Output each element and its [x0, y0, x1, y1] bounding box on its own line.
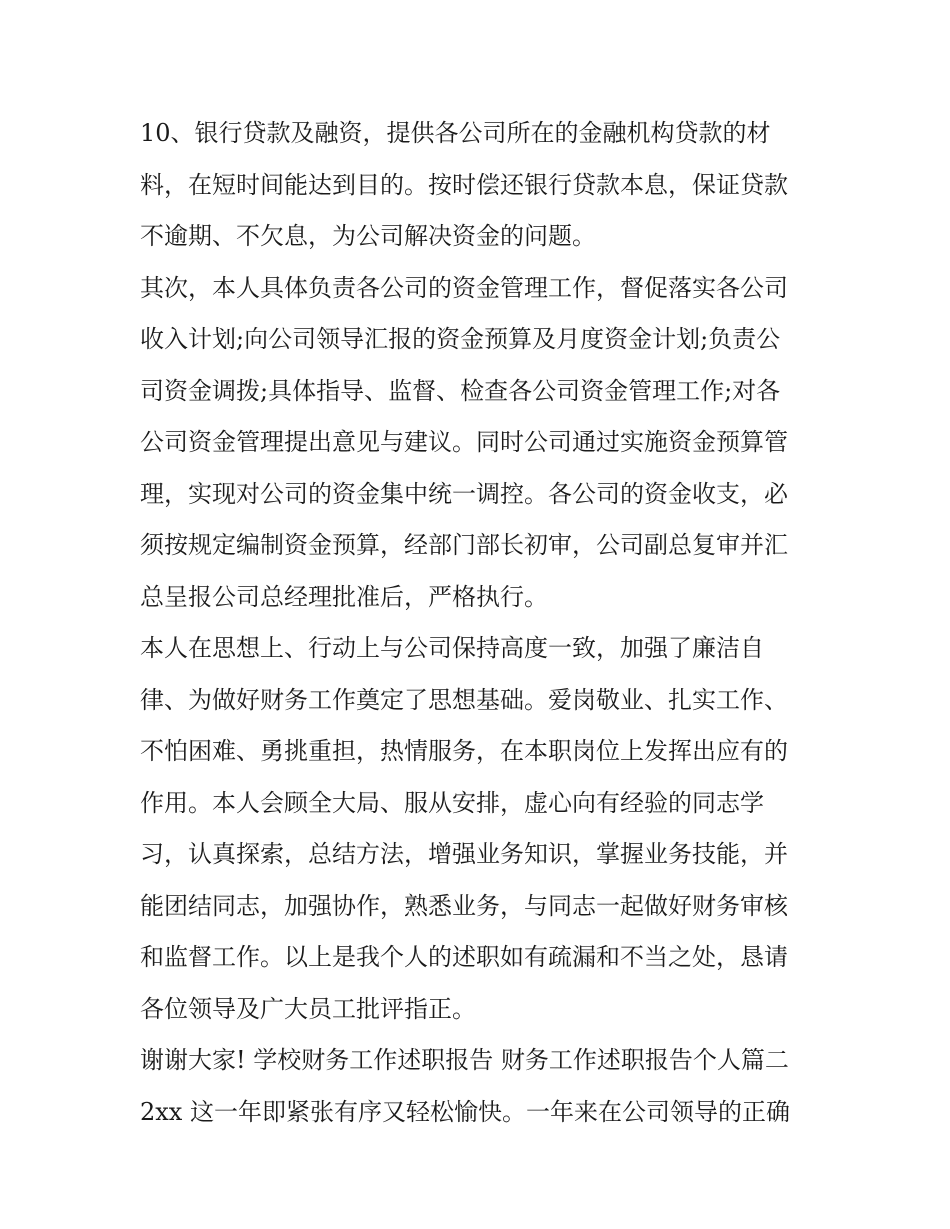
- text-line: 2xx 这一年即紧张有序又轻松愉快。一年来在公司领导的正确: [140, 1097, 790, 1126]
- text-line: 本人在思想上、行动上与公司保持高度一致，加强了廉洁自: [140, 634, 764, 662]
- text-line: 谢谢大家! 学校财务工作述职报告 财务工作述职报告个人篇二: [140, 1046, 789, 1074]
- text-line: 司资金调拨;具体指导、监督、检查各公司资金管理工作;对各: [140, 376, 781, 405]
- text-line: 收入计划;向公司领导汇报的资金预算及月度资金计划;负责公: [140, 325, 781, 353]
- text-line: 和监督工作。以上是我个人的述职如有疏漏和不当之处，恳请: [140, 943, 788, 971]
- text-line: 总呈报公司总经理批准后，严格执行。: [140, 582, 548, 611]
- text-line: 须按规定编制资金预算，经部门部长初审，公司副总复审并汇: [140, 531, 788, 559]
- text-line: 料，在短时间能达到目的。按时偿还银行贷款本息，保证贷款: [140, 170, 788, 199]
- text-line: 理，实现对公司的资金集中统一调控。各公司的资金收支，必: [140, 479, 788, 508]
- text-line: 其次，本人具体负责各公司的资金管理工作，督促落实各公司: [140, 273, 788, 302]
- document-body: [140, 108, 815, 1138]
- text-line: 律、为做好财务工作奠定了思想基础。爱岗敬业、扎实工作、: [140, 685, 788, 714]
- text-line: 各位领导及广大员工批评指正。: [140, 994, 476, 1023]
- text-line: 习，认真探索，总结方法，增强业务知识，掌握业务技能，并: [140, 840, 788, 868]
- text-line: 10、银行贷款及融资，提供各公司所在的金融机构贷款的材: [140, 119, 771, 147]
- text-line: 不逾期、不欠息，为公司解决资金的问题。: [140, 222, 596, 250]
- text-line: 作用。本人会顾全大局、服从安排，虚心向有经验的同志学: [140, 788, 764, 817]
- text-line: 公司资金管理提出意见与建议。同时公司通过实施资金预算管: [140, 428, 788, 456]
- text-line: 不怕困难、勇挑重担，热情服务，在本职岗位上发挥出应有的: [140, 737, 788, 765]
- text-line: 能团结同志，加强协作，熟悉业务，与同志一起做好财务审核: [140, 891, 788, 920]
